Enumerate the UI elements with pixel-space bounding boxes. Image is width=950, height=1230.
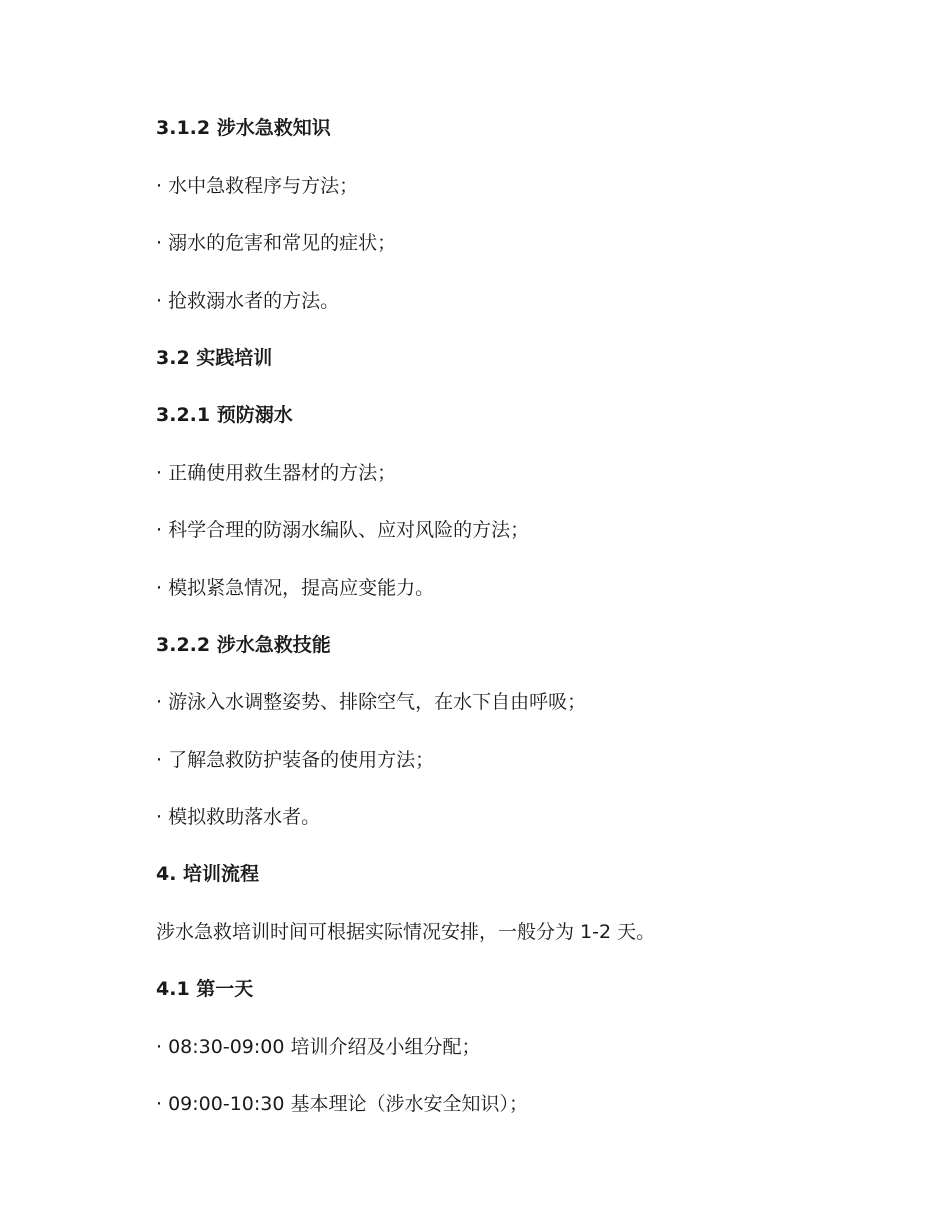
bullet-item: · 08:30-09:00 培训介绍及小组分配； [156,1036,481,1058]
bullet-item: · 水中急救程序与方法； [156,175,359,197]
section-heading-4-1: 4.1 第一天 [156,978,254,1000]
bullet-item: · 科学合理的防溺水编队、应对风险的方法； [156,519,530,541]
bullet-item: · 了解急救防护装备的使用方法； [156,749,435,771]
paragraph-text: 涉水急救培训时间可根据实际情况安排，一般分为 1-2 天。 [156,921,656,943]
section-heading-3-2-1: 3.2.1 预防溺水 [156,404,293,426]
section-heading-4: 4. 培训流程 [156,863,260,885]
bullet-item: · 正确使用救生器材的方法； [156,462,397,484]
section-heading-3-2-2: 3.2.2 涉水急救技能 [156,634,331,656]
bullet-item: · 模拟救助落水者。 [156,806,321,828]
bullet-item: · 游泳入水调整姿势、排除空气，在水下自由呼吸； [156,691,587,713]
section-heading-3-1-2: 3.1.2 涉水急救知识 [156,117,331,139]
bullet-item: · 抢救溺水者的方法。 [156,290,340,312]
bullet-item: · 模拟紧急情况，提高应变能力。 [156,577,435,599]
section-heading-3-2: 3.2 实践培训 [156,347,273,369]
bullet-item: · 09:00-10:30 基本理论（涉水安全知识）； [156,1093,528,1115]
bullet-item: · 溺水的危害和常见的症状； [156,232,397,254]
